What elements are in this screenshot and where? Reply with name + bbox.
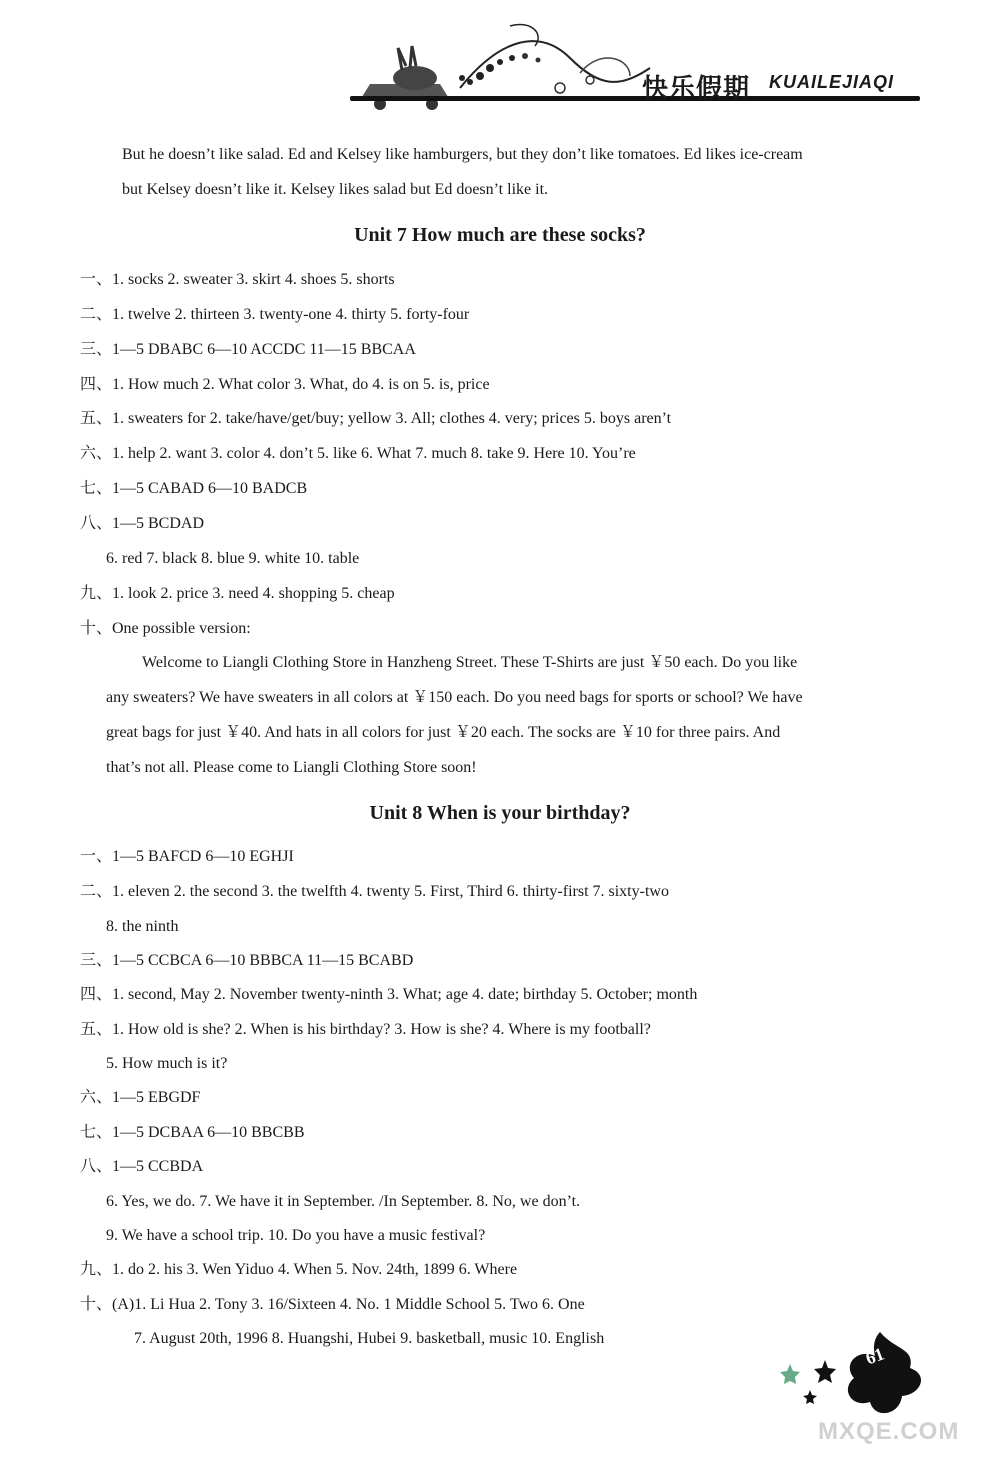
header-brand: 快乐假期 [641,74,750,103]
answer-line: 四、1. second, May 2. November twenty-ninth 3. What; age 4. date; birthday 5. October; month [80,986,698,1003]
site-watermark: MXQE.COM [818,1418,960,1445]
answer-line: 8. the ninth [106,918,179,935]
answer-line: 一、1—5 BAFCD 6—10 EGHJI [80,848,294,865]
page-header [340,18,920,118]
answer-line: 五、1. How old is she? 2. When is his birthday? 3. How is she? 4. Where is my football? [80,1021,651,1038]
answer-line: 九、1. look 2. price 3. need 4. shopping 5. cheap [80,585,395,602]
answer-line: 六、1—5 EBGDF [80,1089,201,1106]
answer-line: 6. red 7. black 8. blue 9. white 10. table [106,550,360,567]
answer-line: 7. August 20th, 1996 8. Huangshi, Hubei 9. basketball, music 10. English [134,1330,605,1347]
answer-line: 九、1. do 2. his 3. Wen Yiduo 4. When 5. Nov. 24th, 1899 6. Where [80,1261,518,1278]
unit7-title: Unit 7 How much are these socks? [354,224,646,246]
answer-line: 七、1—5 DCBAA 6—10 BBCBB [80,1124,305,1141]
answer-line: 六、1. help 2. want 3. color 4. don’t 5. like 6. What 7. much 8. take 9. Here 10. You’re [80,445,636,462]
answer-line: 二、1. eleven 2. the second 3. the twelfth 4. twenty 5. First, Third 6. thirty-first 7. sixty-two [80,883,669,900]
answer-line: 二、1. twelve 2. thirteen 3. twenty-one 4. thirty 5. forty-four [80,306,470,323]
answer-line: 八、1—5 CCBDA [80,1158,204,1175]
essay-line: Welcome to Liangli Clothing Store in Hanzheng Street. These T-Shirts are just ￥50 each. Do you like [142,654,798,671]
essay-line: great bags for just ￥40. And hats in all colors for just ￥20 each. The socks are ￥10 for three pairs. And [106,724,781,741]
answer-line: 五、1. sweaters for 2. take/have/get/buy; yellow 3. All; clothes 4. very; prices 5. boys aren’t [80,410,672,427]
answer-line: 三、1—5 CCBCA 6—10 BBBCA 11—15 BCABD [80,952,414,969]
essay-line: any sweaters? We have sweaters in all colors at ￥150 each. Do you need bags for sports or school? We have [106,689,803,706]
answer-line: 十、One possible version: [80,620,251,637]
answer-line: 6. Yes, we do. 7. We have it in September. /In September. 8. No, we don’t. [106,1193,581,1210]
page-number: 61 [862,1343,887,1369]
answer-line: 三、1—5 DBABC 6—10 ACCDC 11—15 BBCAA [80,341,416,358]
answer-line: 9. We have a school trip. 10. Do you have a music festival? [106,1227,486,1244]
answer-line: 七、1—5 CABAD 6—10 BADCB [80,480,308,497]
answer-line: 八、1—5 BCDAD [80,515,205,532]
rabbit-vine-ornament-icon [340,18,920,118]
answer-line: 一、1. socks 2. sweater 3. skirt 4. shoes 5. shorts [80,271,395,288]
header-brand-latin: KUAILEJIAQI [768,72,894,92]
answer-line: 十、(A)1. Li Hua 2. Tony 3. 16/Sixteen 4. No. 1 Middle School 5. Two 6. One [80,1296,585,1313]
answer-line: 5. How much is it? [106,1055,228,1072]
intro-line: but Kelsey doesn’t like it. Kelsey likes salad but Ed doesn’t like it. [122,181,549,198]
unit8-title: Unit 8 When is your birthday? [369,802,631,824]
intro-line: But he doesn’t like salad. Ed and Kelsey like hamburgers, but they don’t like tomatoes. Ed likes ice-cream [122,146,803,163]
essay-line: that’s not all. Please come to Liangli Clothing Store soon! [106,759,477,776]
header-rule [350,96,920,101]
answer-line: 四、1. How much 2. What color 3. What, do 4. is on 5. is, price [80,376,490,393]
